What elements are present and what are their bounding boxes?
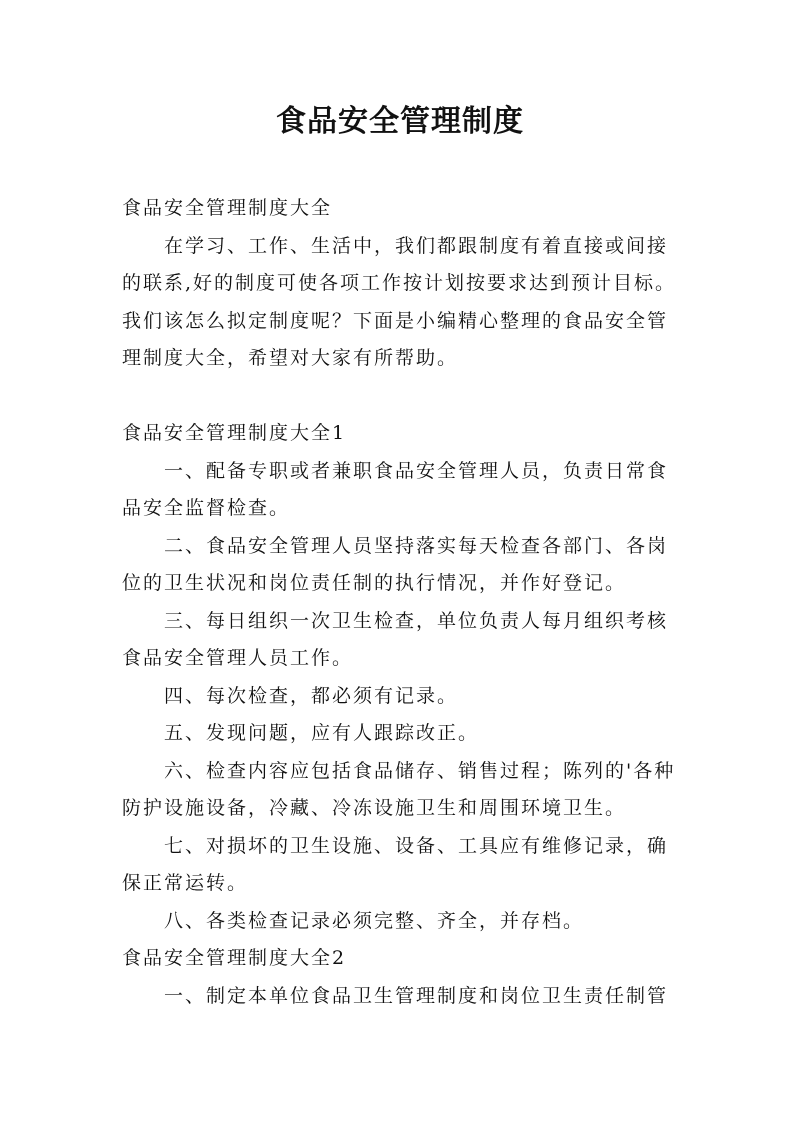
part1-item-7: 七、对损坏的卫生设施、设备、工具应有维修记录，确保正常运转。 <box>122 834 669 894</box>
paragraph-spacer <box>122 378 684 416</box>
part1-item-6: 六、检查内容应包括食品储存、销售过程；陈列的'各种防护设施设备，冷藏、冷冻设施卫生和周围环境卫生。 <box>122 759 676 819</box>
part1-item-3: 三、每日组织一次卫生检查，单位负责人每月组织考核食品安全管理人员工作。 <box>122 609 669 669</box>
section-heading: 食品安全管理制度大全 <box>122 197 333 219</box>
part1-item-8: 八、各类检查记录必须完整、齐全，并存档。 <box>164 909 585 932</box>
part1-item-1: 一、配备专职或者兼职食品安全管理人员，负责日常食品安全监督检查。 <box>122 459 669 519</box>
part2-item-1: 一、制定本单位食品卫生管理制度和岗位卫生责任制管 <box>164 984 669 1007</box>
intro-paragraph: 在学习、工作、生活中，我们都跟制度有着直接或间接的联系,好的制度可使各项工作按计划按要求达到预计目标。我们该怎么拟定制度呢？下面是小编精心整理的食品安全管理制度大全，希望对大家有所帮助。 <box>122 234 677 369</box>
part1-item-4: 四、每次检查，都必须有记录。 <box>164 684 459 707</box>
part2-heading: 食品安全管理制度大全2 <box>122 947 347 969</box>
document-title: 食品安全管理制度 <box>276 104 524 139</box>
part1-item-2: 二、食品安全管理人员坚持落实每天检查各部门、各岗位的卫生状况和岗位责任制的执行情况，并作好登记。 <box>122 534 669 594</box>
part1-item-5: 五、发现问题，应有人跟踪改正。 <box>164 722 480 744</box>
part1-heading: 食品安全管理制度大全1 <box>122 422 347 444</box>
document-body <box>122 190 684 1015</box>
